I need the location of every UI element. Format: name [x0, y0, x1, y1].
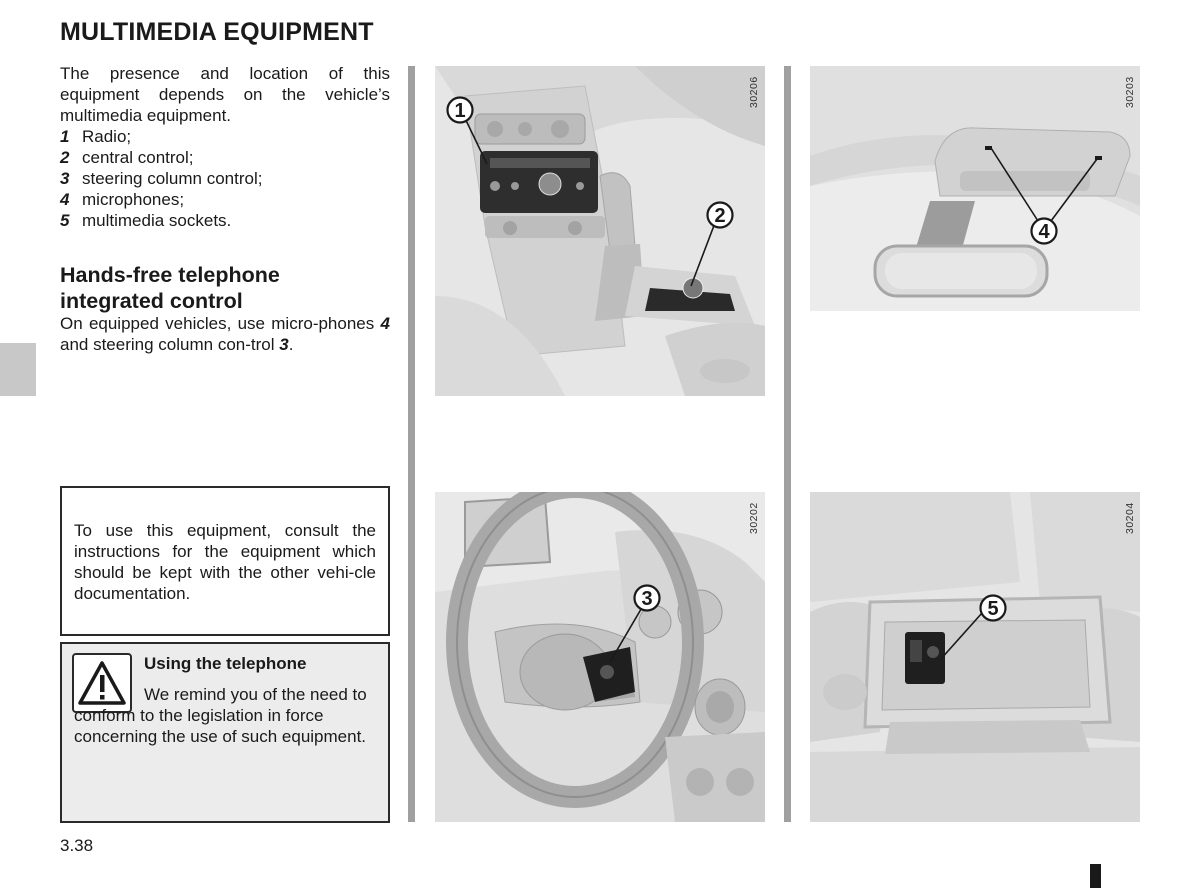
list-item: [60, 210, 390, 231]
chapter-tab: [0, 343, 36, 396]
page-title: MULTIMEDIA EQUIPMENT: [60, 18, 374, 46]
figure-ref: 30202: [748, 502, 760, 534]
item-label: microphones;: [82, 190, 185, 209]
warning-text: We remind you of the need to conform to the legislation in force concerning the use of such equipment.: [74, 685, 367, 746]
figure-radio-central-control: [435, 66, 765, 396]
ref-number-4: 4: [380, 314, 390, 333]
warning-box: [60, 642, 390, 823]
callout-3: 3: [641, 588, 653, 610]
heading-line-1: Hands-free telephone: [60, 263, 280, 287]
item-label: central control;: [82, 148, 194, 167]
column-divider: [784, 66, 791, 822]
figure-multimedia-sockets: [810, 492, 1140, 822]
page-number: 3.38: [60, 836, 94, 855]
info-box: [60, 486, 390, 636]
list-item: [60, 126, 390, 147]
item-label: multimedia sockets.: [82, 211, 232, 230]
heading-line-2: integrated control: [60, 289, 243, 313]
handsfree-paragraph: [60, 313, 390, 355]
info-text: To use this equipment, consult the instructions for the equipment which should be kept with the other vehi-cle documentation.: [74, 521, 376, 603]
figure-ref: 30204: [1124, 502, 1136, 534]
figure-microphones: [810, 66, 1140, 311]
section-heading: [60, 262, 390, 314]
item-number: 3: [60, 169, 70, 188]
item-number: 2: [60, 148, 70, 167]
intro-section: [60, 63, 390, 231]
page-corner-mark: [1090, 864, 1101, 888]
item-number: 4: [60, 190, 70, 209]
figure-steering-control: [435, 492, 765, 822]
list-item: [60, 189, 390, 210]
item-number: 5: [60, 211, 70, 230]
item-label: steering column control;: [82, 169, 263, 188]
handsfree-text-3: .: [288, 335, 294, 354]
equipment-list: [60, 126, 390, 231]
figure-ref: 30206: [748, 76, 760, 108]
callout-5: 5: [987, 598, 999, 620]
list-item: [60, 168, 390, 189]
handsfree-text-2: and steering column con-trol: [60, 335, 280, 354]
callout-2: 2: [714, 205, 726, 227]
ref-number-3: 3: [279, 335, 289, 354]
warning-title: Using the telephone: [144, 654, 307, 673]
column-divider: [408, 66, 415, 822]
figure-ref: 30203: [1124, 76, 1136, 108]
item-label: Radio;: [82, 127, 132, 146]
intro-paragraph: The presence and location of this equipment depends on the vehicle’s multimedia equipment.: [60, 64, 390, 125]
callout-4: 4: [1038, 221, 1050, 243]
handsfree-text-1: On equipped vehicles, use micro-phones: [60, 314, 381, 333]
item-number: 1: [60, 127, 70, 146]
callout-1: 1: [454, 100, 466, 122]
list-item: [60, 147, 390, 168]
